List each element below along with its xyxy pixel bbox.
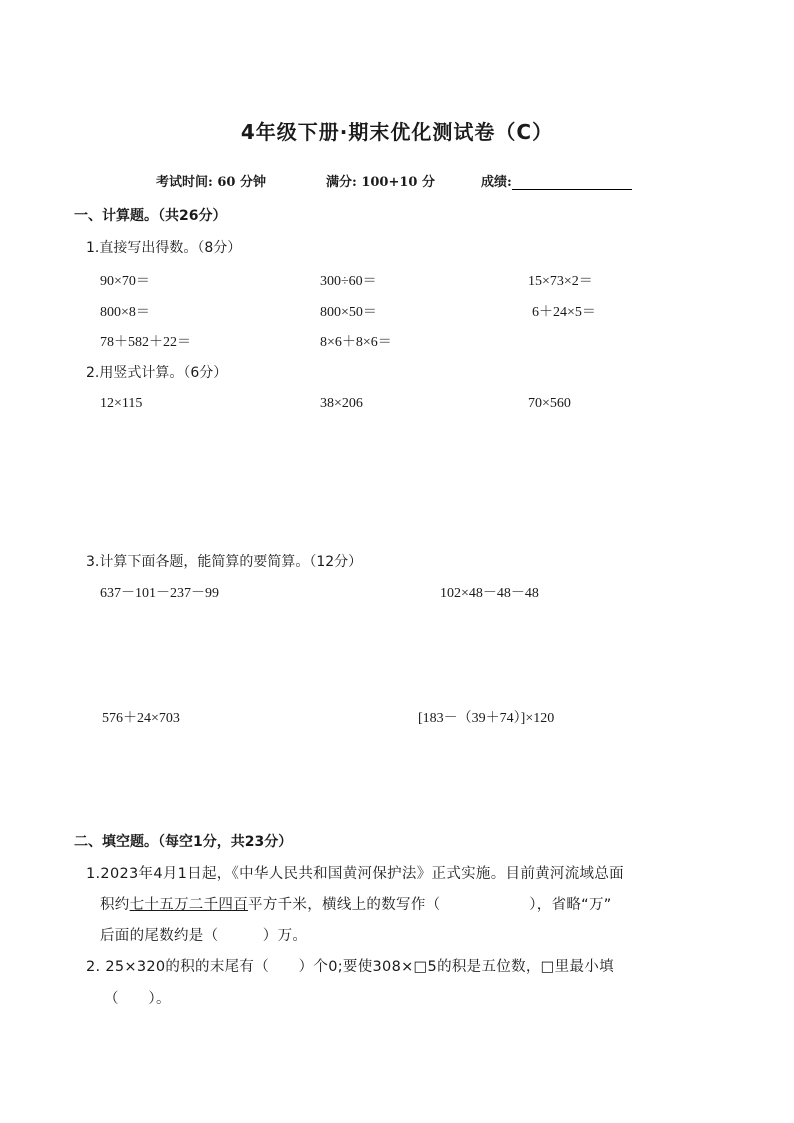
q2-item: 12×115 xyxy=(100,396,143,411)
grade-field xyxy=(481,171,632,190)
q1-item: 15×73×2＝ xyxy=(528,274,593,289)
q1-item: 6＋24×5＝ xyxy=(532,305,596,320)
q1-item: 78＋582＋22＝ xyxy=(100,335,191,350)
s2-q1-line1: 1.2023年4月1日起，《中华人民共和国黄河保护法》正式实施。目前黄河流域总面 xyxy=(86,866,624,882)
q3-item: [183－（39＋74）]×120 xyxy=(418,711,555,726)
grade-blank xyxy=(512,175,632,190)
q1-item: 300÷60＝ xyxy=(320,274,377,289)
section2-heading: 二、填空题。（每空1分，共23分） xyxy=(74,834,293,850)
section1-heading: 一、计算题。（共26分） xyxy=(74,208,227,224)
exam-time: 考试时间: 60 分钟 xyxy=(156,175,266,190)
grade-label: 成绩: xyxy=(481,175,512,190)
q3-label: 3.计算下面各题，能简算的要简算。（12分） xyxy=(86,554,363,570)
q1-item: 800×8＝ xyxy=(100,305,150,320)
s2-q1-underlined-number: 七十五万二千四百 xyxy=(129,897,249,913)
s2-q1-line2-pre: 积约 xyxy=(100,897,130,913)
q2-item: 38×206 xyxy=(320,396,363,411)
q2-label: 2.用竖式计算。（6分） xyxy=(86,365,228,381)
q1-label: 1.直接写出得数。（8分） xyxy=(86,240,242,256)
q1-item: 8×6＋8×6＝ xyxy=(320,335,392,350)
q2-item: 70×560 xyxy=(528,396,571,411)
s2-q1-line3: 后面的尾数约是（ ）万。 xyxy=(100,928,308,944)
page-title: 4年级下册·期末优化测试卷（C） xyxy=(240,120,554,144)
full-score: 满分: 100+10 分 xyxy=(326,175,435,190)
s2-q2-line2: （ ）。 xyxy=(104,991,171,1007)
s2-q2-line1: 2. 25×320的积的末尾有（ ）个0;要使308×□5的积是五位数，□里最小填 xyxy=(86,959,614,975)
q1-item: 90×70＝ xyxy=(100,274,150,289)
q3-item: 637－101－237－99 xyxy=(100,586,219,601)
q1-item: 800×50＝ xyxy=(320,305,377,320)
q3-item: 102×48－48－48 xyxy=(440,586,539,601)
q3-item: 576＋24×703 xyxy=(102,711,180,726)
s2-q1-line2-post: 平方千米，横线上的数写作（ ），省略“万” xyxy=(248,897,612,913)
s2-q1-line2 xyxy=(100,893,612,914)
